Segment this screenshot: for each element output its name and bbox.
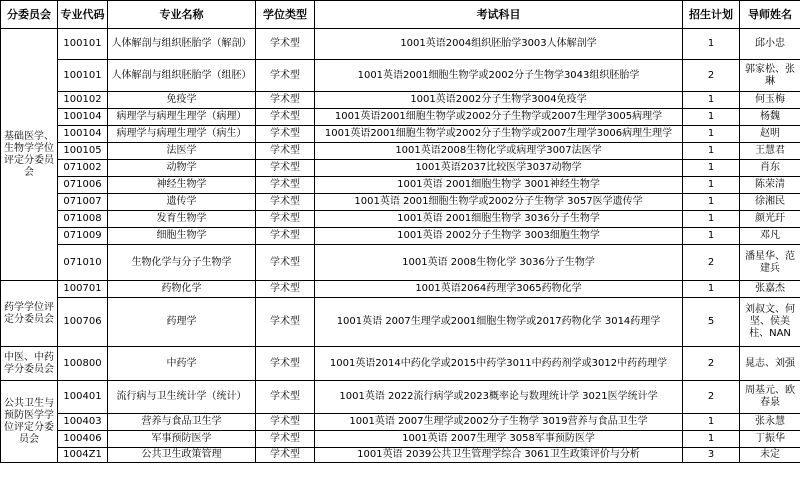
major-code: 100105: [58, 143, 108, 160]
exam-subjects: 1001英语2001细胞生物学或2002分子生物学3043组织胚胎学: [315, 60, 683, 92]
enrollment-plan: 1: [683, 431, 740, 448]
degree-type: 学术型: [256, 29, 315, 60]
enrollment-plan: 1: [683, 194, 740, 211]
header-major-code: 专业代码: [58, 1, 108, 29]
exam-subjects: 1001英语 2007生理学 3058军事预防医学: [315, 431, 683, 448]
header-advisor: 导师姓名: [740, 1, 800, 29]
degree-type: 学术型: [256, 431, 315, 448]
major-name: 法医学: [108, 143, 256, 160]
exam-subjects: 1001英语 2008生物化学 3036分子生物学: [315, 245, 683, 281]
major-name: 发育生物学: [108, 211, 256, 228]
degree-type: 学术型: [256, 228, 315, 245]
major-name: 人体解剖与组织胚胎学（解剖）: [108, 29, 256, 60]
major-code: 1004Z1: [58, 448, 108, 463]
advisor-name: 王慧君: [740, 143, 800, 160]
major-name: 细胞生物学: [108, 228, 256, 245]
enrollment-plan: 1: [683, 109, 740, 126]
major-name: 药物化学: [108, 281, 256, 298]
major-code: 100800: [58, 347, 108, 381]
table-row: [1, 228, 800, 245]
exam-subjects: 1001英语2037比较医学3037动物学: [315, 160, 683, 177]
major-code: 071002: [58, 160, 108, 177]
header-enrollment-plan: 招生计划: [683, 1, 740, 29]
major-code: 100101: [58, 29, 108, 60]
exam-subjects: 1001英语2001细胞生物学或2002分子生物学或2007生理学3005病理学: [315, 109, 683, 126]
degree-type: 学术型: [256, 109, 315, 126]
exam-subjects: 1001英语 2001细胞生物学或2002分子生物学 3057医学遗传学: [315, 194, 683, 211]
table-row: [1, 281, 800, 298]
major-name: 病理学与病理生理学（病理）: [108, 109, 256, 126]
major-code: 071006: [58, 177, 108, 194]
exam-subjects: 1001英语2014中药化学或2015中药学3011中药药剂学或3012中药药理学: [315, 347, 683, 381]
degree-type: 学术型: [256, 448, 315, 463]
major-code: 071007: [58, 194, 108, 211]
major-code: 100101: [58, 60, 108, 92]
major-code: 071008: [58, 211, 108, 228]
exam-subjects: 1001英语 2007生理学或2001细胞生物学或2017药物化学 3014药理学: [315, 298, 683, 347]
major-name: 公共卫生政策管理: [108, 448, 256, 463]
degree-type: 学术型: [256, 194, 315, 211]
major-code: 100401: [58, 381, 108, 414]
major-name: 生物化学与分子生物学: [108, 245, 256, 281]
major-code: 100406: [58, 431, 108, 448]
table-row: [1, 194, 800, 211]
advisor-name: 丁振华: [740, 431, 800, 448]
major-name: 病理学与病理生理学（病生）: [108, 126, 256, 143]
major-code: 100706: [58, 298, 108, 347]
advisor-name: 陈荣清: [740, 177, 800, 194]
exam-subjects: 1001英语2002分子生物学3004免疫学: [315, 92, 683, 109]
advisor-name: 刘叔文、何坚、侯美柱、NAN: [740, 298, 800, 347]
degree-type: 学术型: [256, 160, 315, 177]
enrollment-plan: 2: [683, 381, 740, 414]
enrollment-plan: 2: [683, 60, 740, 92]
advisor-name: 潘星华、范建兵: [740, 245, 800, 281]
exam-subjects: 1001英语 2001细胞生物学 3036分子生物学: [315, 211, 683, 228]
advisor-name: 未定: [740, 448, 800, 463]
table-row: [1, 381, 800, 414]
enrollment-plan: 1: [683, 160, 740, 177]
enrollment-plan: 1: [683, 126, 740, 143]
exam-subjects: 1001英语 2002分子生物学 3003细胞生物学: [315, 228, 683, 245]
table-row: [1, 414, 800, 431]
enrollment-plan: 2: [683, 347, 740, 381]
exam-subjects: 1001英语 2022流行病学或2023概率论与数理统计学 3021医学统计学: [315, 381, 683, 414]
table-row: [1, 160, 800, 177]
enrollment-plan: 1: [683, 228, 740, 245]
major-name: 免疫学: [108, 92, 256, 109]
enrollment-plan: 1: [683, 281, 740, 298]
enrollment-plan: 2: [683, 245, 740, 281]
major-code: 100701: [58, 281, 108, 298]
exam-subjects: 1001英语2064药理学3065药物化学: [315, 281, 683, 298]
enrollment-plan: 1: [683, 211, 740, 228]
major-code: 100104: [58, 126, 108, 143]
table-row: [1, 177, 800, 194]
advisor-name: 徐湘民: [740, 194, 800, 211]
exam-subjects: 1001英语 2007生理学或2002分子生物学 3019营养与食品卫生学: [315, 414, 683, 431]
committee-cell: 药学学位评定分委员会: [1, 281, 58, 347]
advisor-name: 张永慧: [740, 414, 800, 431]
header-committee: 分委员会: [1, 1, 58, 29]
degree-type: 学术型: [256, 298, 315, 347]
table-row: [1, 448, 800, 463]
major-code: 100104: [58, 109, 108, 126]
table-row: [1, 347, 800, 381]
advisor-name: 赵明: [740, 126, 800, 143]
advisor-name: 邓凡: [740, 228, 800, 245]
exam-subjects: 1001英语 2001细胞生物学 3001神经生物学: [315, 177, 683, 194]
table-row: [1, 431, 800, 448]
degree-type: 学术型: [256, 381, 315, 414]
major-name: 神经生物学: [108, 177, 256, 194]
advisor-name: 杨魏: [740, 109, 800, 126]
major-code: 100102: [58, 92, 108, 109]
major-code: 071010: [58, 245, 108, 281]
table-row: [1, 60, 800, 92]
exam-subjects: 1001英语2001细胞生物学或2002分子生物学或2007生理学3006病理生理学: [315, 126, 683, 143]
degree-type: 学术型: [256, 92, 315, 109]
table-row: [1, 143, 800, 160]
advisor-name: 颜光玗: [740, 211, 800, 228]
degree-type: 学术型: [256, 143, 315, 160]
table-row: [1, 109, 800, 126]
degree-type: 学术型: [256, 414, 315, 431]
advisor-name: 邱小忠: [740, 29, 800, 60]
table-row: [1, 211, 800, 228]
exam-subjects: 1001英语 2039公共卫生管理学综合 3061卫生政策评价与分析: [315, 448, 683, 463]
exam-subjects: 1001英语2008生物化学或病理学3007法医学: [315, 143, 683, 160]
advisor-name: 郭家松、张琳: [740, 60, 800, 92]
major-code: 071009: [58, 228, 108, 245]
committee-cell: 基础医学、生物学学位评定分委员会: [1, 29, 58, 281]
table-row: [1, 298, 800, 347]
enrollment-plan: 1: [683, 92, 740, 109]
exam-subjects: 1001英语2004组织胚胎学3003人体解剖学: [315, 29, 683, 60]
enrollment-plan: 1: [683, 177, 740, 194]
advisor-name: 肖东: [740, 160, 800, 177]
advisor-name: 周基元、欧春泉: [740, 381, 800, 414]
header-exam-subjects: 考试科目: [315, 1, 683, 29]
table-row: [1, 245, 800, 281]
table-row: [1, 29, 800, 60]
header-degree-type: 学位类型: [256, 1, 315, 29]
enrollment-plan: 5: [683, 298, 740, 347]
degree-type: 学术型: [256, 60, 315, 92]
advisor-name: 晁志、刘强: [740, 347, 800, 381]
major-name: 药理学: [108, 298, 256, 347]
degree-type: 学术型: [256, 211, 315, 228]
enrollment-plan: 1: [683, 143, 740, 160]
major-name: 动物学: [108, 160, 256, 177]
committee-cell: 公共卫生与预防医学学位评定分委员会: [1, 381, 58, 463]
degree-type: 学术型: [256, 281, 315, 298]
committee-cell: 中医、中药学分委员会: [1, 347, 58, 381]
table-row: [1, 126, 800, 143]
advisor-name: 张嘉杰: [740, 281, 800, 298]
major-name: 遗传学: [108, 194, 256, 211]
major-name: 军事预防医学: [108, 431, 256, 448]
major-code: 100403: [58, 414, 108, 431]
table-row: [1, 92, 800, 109]
header-row: [1, 1, 800, 29]
enrollment-plan: 1: [683, 414, 740, 431]
enrollment-plan: 1: [683, 29, 740, 60]
degree-type: 学术型: [256, 177, 315, 194]
degree-type: 学术型: [256, 126, 315, 143]
major-name: 营养与食品卫生学: [108, 414, 256, 431]
header-major-name: 专业名称: [108, 1, 256, 29]
advisor-name: 何玉梅: [740, 92, 800, 109]
major-name: 流行病与卫生统计学（统计）: [108, 381, 256, 414]
enrollment-plan: 3: [683, 448, 740, 463]
degree-type: 学术型: [256, 347, 315, 381]
degree-type: 学术型: [256, 245, 315, 281]
major-name: 人体解剖与组织胚胎学（组胚）: [108, 60, 256, 92]
major-name: 中药学: [108, 347, 256, 381]
